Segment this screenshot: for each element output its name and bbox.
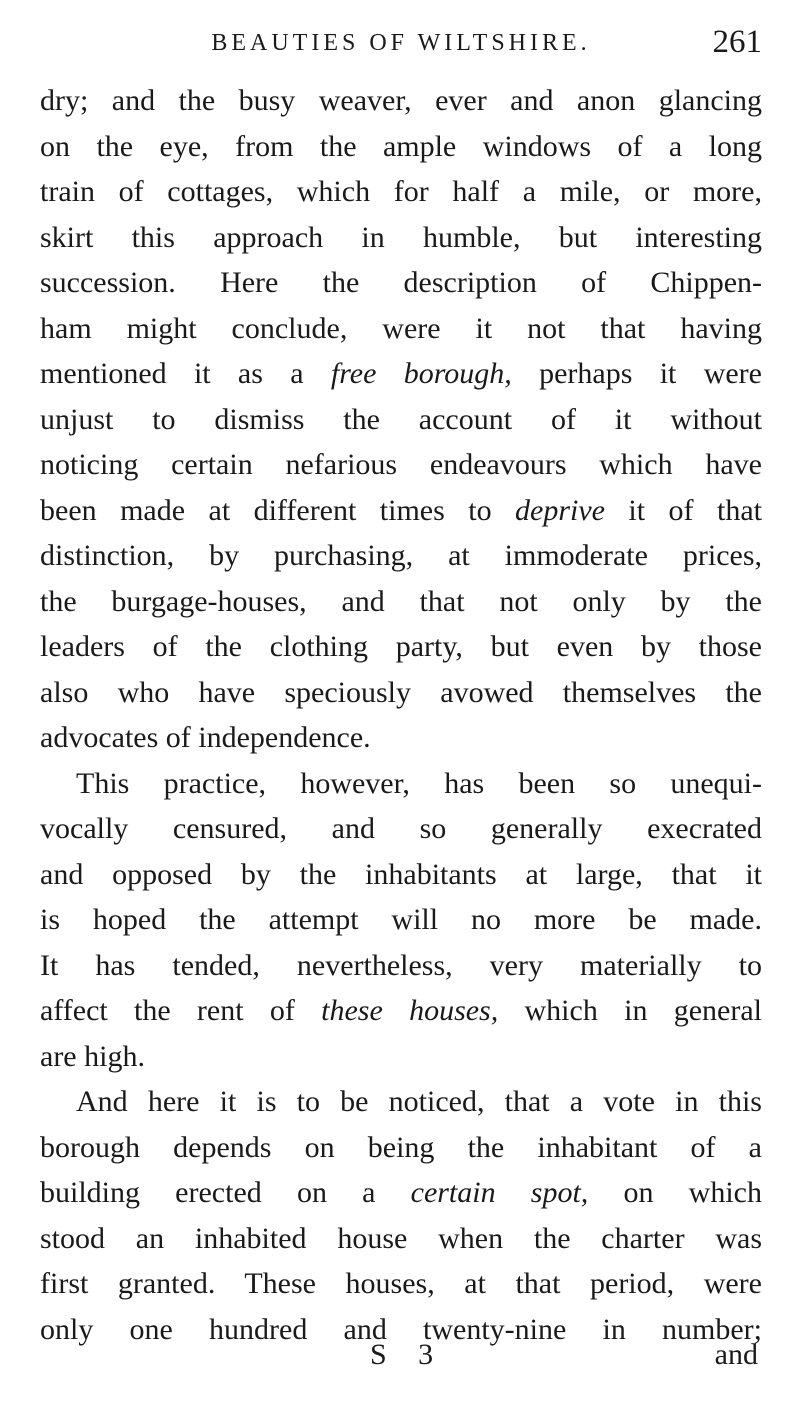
text-run: been made at different times to — [40, 493, 516, 527]
body-text — [40, 78, 762, 1352]
text-line — [40, 761, 762, 807]
text-run: perhaps it were — [511, 357, 762, 390]
text-run: leaders of the clothing party, but even by those — [40, 630, 762, 663]
signature-mark: S 3 — [370, 1338, 446, 1371]
text-line — [40, 579, 762, 625]
running-title: BEAUTIES OF WILTSHIRE. — [211, 30, 591, 56]
text-line — [40, 397, 762, 443]
text-run: the burgage-houses, and that not only by the — [40, 584, 762, 618]
text-run: mentioned it as a — [40, 357, 331, 390]
text-line — [40, 169, 762, 215]
text-run: ham might conclude, were it not that having — [40, 311, 762, 345]
text-line — [40, 943, 762, 989]
italic-phrase: these houses, — [321, 994, 499, 1027]
text-run: noticing certain nefarious endeavours which have — [40, 448, 762, 481]
text-run: only one hundred and twenty-nine in number; — [40, 1312, 762, 1346]
text-line — [40, 1125, 762, 1171]
text-run: unjust to dismiss the account of it without — [40, 402, 762, 436]
text-line — [40, 670, 762, 716]
text-run: on which — [588, 1176, 762, 1209]
text-run: and opposed by the inhabitants at large, that it — [40, 857, 762, 891]
text-line — [40, 715, 762, 761]
text-run: borough depends on being the inhabitant of a — [40, 1130, 762, 1164]
text-run: succession. Here the description of Chippen- — [40, 266, 762, 299]
page-footer — [40, 1330, 762, 1380]
text-run: skirt this approach in humble, but interesting — [40, 220, 762, 254]
text-line — [40, 442, 762, 488]
page-number: 261 — [712, 24, 762, 60]
text-line — [40, 1216, 762, 1262]
text-run: are high. — [40, 1039, 145, 1073]
text-line — [40, 215, 762, 261]
text-line — [40, 1079, 762, 1125]
text-line — [40, 1261, 762, 1307]
text-run: It has tended, nevertheless, very materially to — [40, 948, 762, 982]
catchword: and — [714, 1338, 758, 1371]
text-run: vocally censured, and so generally execrated — [40, 812, 762, 845]
italic-phrase: free borough, — [330, 357, 512, 390]
text-run: distinction, by purchasing, at immoderate prices, — [40, 539, 762, 572]
text-line — [40, 351, 762, 397]
text-line — [40, 852, 762, 898]
text-line — [40, 897, 762, 943]
text-run: first granted. These houses, at that period, were — [40, 1267, 762, 1300]
text-line — [40, 533, 762, 579]
text-line — [40, 624, 762, 670]
text-run: advocates of independence. — [40, 721, 371, 754]
text-line — [40, 806, 762, 852]
text-run: on the eye, from the ample windows of a long — [40, 129, 762, 163]
text-line — [40, 488, 762, 534]
italic-phrase: certain spot, — [410, 1176, 589, 1209]
text-run: train of cottages, which for half a mile, or more, — [40, 175, 762, 208]
text-line — [40, 78, 762, 124]
text-line — [40, 124, 762, 170]
text-run: And here it is to be noticed, that a vote in this — [76, 1085, 762, 1118]
text-run: also who have speciously avowed themselves the — [40, 675, 762, 709]
text-run: stood an inhabited house when the charter was — [40, 1221, 762, 1255]
text-run: it of that — [604, 493, 762, 527]
text-run: dry; and the busy weaver, ever and anon glancing — [40, 84, 762, 117]
text-line — [40, 306, 762, 352]
page-header — [40, 20, 762, 70]
text-run: which in general — [498, 994, 762, 1027]
text-run: is hoped the attempt will no more be made. — [40, 903, 762, 936]
italic-phrase: deprive — [515, 493, 605, 527]
text-run: This practice, however, has been so unequi- — [76, 766, 762, 800]
text-line — [40, 1170, 762, 1216]
text-line — [40, 260, 762, 306]
text-line — [40, 1034, 762, 1080]
text-run: affect the rent of — [40, 994, 322, 1027]
text-line — [40, 988, 762, 1034]
text-run: building erected on a — [40, 1176, 411, 1209]
